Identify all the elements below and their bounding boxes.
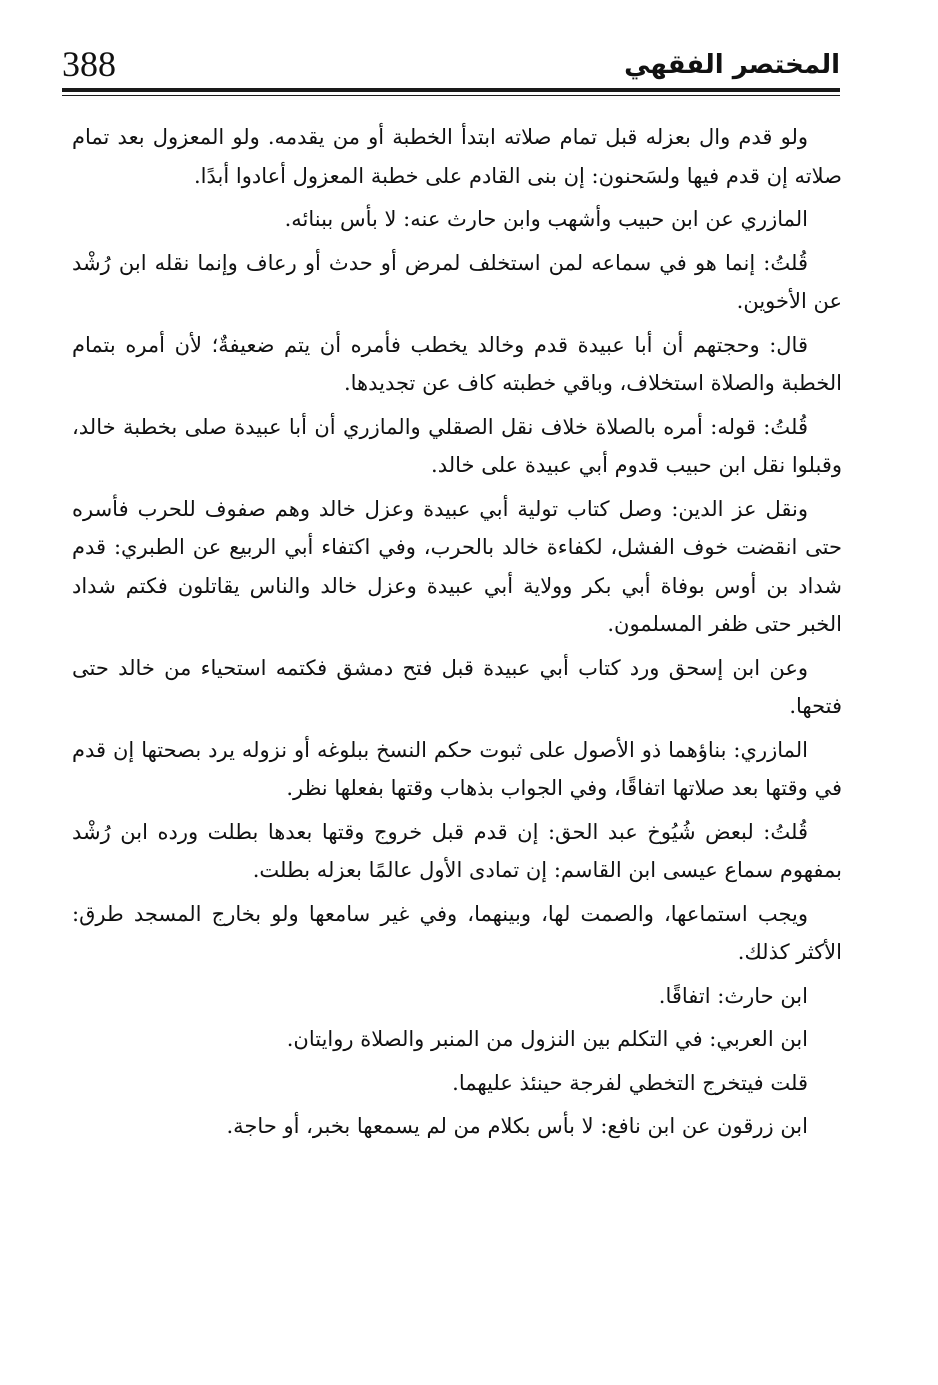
page-number: 388 (62, 44, 116, 84)
paragraph-14: ابن زرقون عن ابن نافع: لا بأس بكلام من لم يسمعها بخبر، أو حاجة. (226, 1114, 808, 1138)
header-rule-thin (62, 95, 840, 96)
header-rule-thick (62, 88, 840, 92)
paragraph-7: وعن ابن إسحق ورد كتاب أبي عبيدة قبل فتح دمشق فكتمه استحياء من خالد حتى فتحها. (72, 655, 842, 718)
paragraph-8: المازري: بناؤهما ذو الأصول على ثبوت حكم النسخ ببلوغه أو نزوله يرد بصحتها إن قدم في وقتها بعد صلاتها اتفاقًا، وفي الجواب بذهاب وقتها بفعلها نظر. (72, 737, 842, 800)
paragraph-2: المازري عن ابن حبيب وأشهب وابن حارث عنه: لا بأس ببنائه. (284, 207, 808, 231)
paragraph-10: ويجب استماعها، والصمت لها، وبينهما، وفي غير سامعها ولو بخارج المسجد طرق: الأكثر كذلك. (72, 901, 842, 964)
paragraph-11: ابن حارث: اتفاقًا. (658, 983, 808, 1008)
paragraph-9: قُلتُ: لبعض شُيُوخ عبد الحق: إن قدم قبل خروج وقتها بعدها بطلت ورده ابن رُشْد بمفهوم سماع عيسى ابن القاسم: إن تمادى الأول عالمًا بعزله بطلت. (72, 819, 842, 882)
paragraph-4: قال: وحجتهم أن أبا عبيدة قدم وخالد يخطب فأمره أن يتم ضعيفةٌ؛ لأن أمره بتمام الخطبة والصلاة استخلاف، وباقي خطبته كاف عن تجديدها. (72, 332, 842, 395)
paragraph-5: قُلتُ: قوله: أمره بالصلاة خلاف نقل الصقلي والمازري أن أبا عبيدة صلى بخطبة خالد، وقبلوا نقل ابن حبيب قدوم أبي عبيدة على خالد. (72, 414, 842, 477)
running-title: المختصر الفقهي (624, 50, 840, 80)
paragraph-1: ولو قدم وال بعزله قبل تمام صلاته ابتدأ الخطبة أو من يقدمه. ولو المعزول بعد تمام صلاته إن قدم فيها ولسَحنون: إن بنى القادم على خطبة المعزول أعادوا أبدًا. (72, 125, 842, 188)
paragraph-6: ونقل عز الدين: وصل كتاب تولية أبي عبيدة وعزل خالد وهم صفوف للحرب فأسره حتى انقضت خوف الفشل، لكفاءة خالد بالحرب، وفي اكتفاء أبي الربيع عن الطبري: قدم شداد بن أوس بوفاة أبي بكر وولاية أبي عبيدة وعزل خالد والناس يقاتلون فكتم شداد الخبر حتى ظفر المسلمون. (72, 496, 842, 636)
page-header (62, 40, 840, 98)
paragraph-3: قُلتُ: إنما هو في سماعه لمن استخلف لمرض أو حدث أو رعاف وإنما نقله ابن رُشْد عن الأخوين. (72, 250, 842, 313)
paragraph-13: قلت فيتخرج التخطي لفرجة حينئذ عليهما. (452, 1070, 808, 1095)
body-text (72, 118, 842, 1151)
paragraph-12: ابن العربي: في التكلم بين النزول من المنبر والصلاة روايتان. (286, 1027, 808, 1051)
